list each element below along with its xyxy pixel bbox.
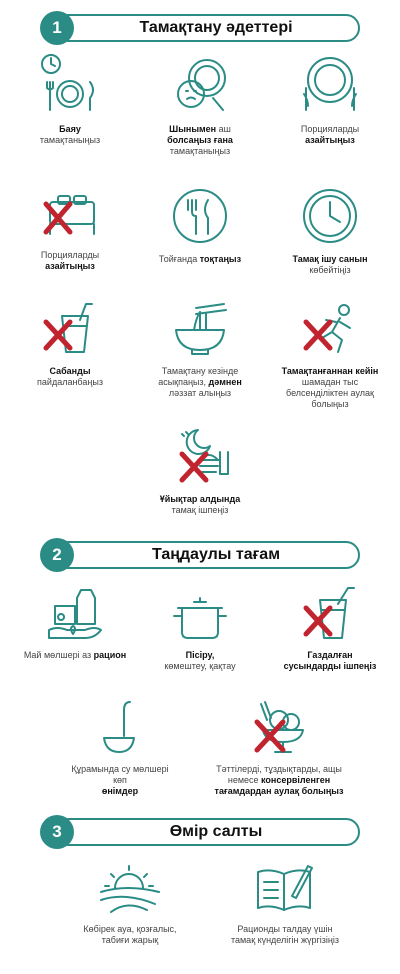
tip-caption: Тамақтанғаннан кейін шамадан тыс белсенділіктен аулақ болыңыз	[281, 366, 379, 409]
tip-caption: Тойғанда тоқтаңыз	[158, 254, 242, 264]
tip-eat-slowly	[20, 54, 120, 146]
tip-no-exercise-after	[280, 300, 380, 410]
tip-water-rich	[65, 698, 175, 797]
tip-caption: Тамақ ішу санын көбейтіңіз	[292, 254, 368, 275]
tip-caption: Көбірек ауа, қозғалыс, табиғи жарық	[83, 924, 177, 945]
sunrise-landscape-icon	[97, 860, 163, 916]
noodle-bowl-icon	[170, 300, 230, 358]
tip-avoid-sweets	[214, 698, 344, 797]
tip-caption: Пісіру, көмештеу, қақтау	[164, 650, 236, 671]
tip-caption: Порцияларды азайтыңыз	[300, 124, 360, 145]
tip-caption: Сабанды пайдаланбаңыз	[37, 366, 103, 387]
clock-fork-knife-icon	[170, 186, 230, 246]
section-2-header	[40, 541, 362, 571]
plate-clock-icon	[40, 54, 100, 116]
tip-cooking	[150, 586, 250, 672]
tip-reduce-portions-2	[20, 186, 120, 272]
section-1-header	[40, 14, 362, 44]
tip-low-fat	[20, 586, 130, 661]
runner-crossed-icon	[300, 300, 360, 358]
tip-no-straw	[20, 300, 120, 388]
tip-no-soda	[280, 586, 380, 672]
section-number: 3	[40, 815, 74, 849]
tip-more-meals	[280, 186, 380, 276]
section-number: 2	[40, 538, 74, 572]
moon-food-crossed-icon	[168, 424, 232, 486]
tip-eat-when-hungry	[150, 54, 250, 157]
tip-reduce-portions	[280, 54, 380, 146]
section-title: Тамақтану әдеттері	[139, 19, 293, 36]
tip-enjoy-taste	[150, 300, 250, 399]
wall-clock-icon	[300, 186, 360, 246]
ice-cream-crossed-icon	[247, 698, 311, 756]
section-title: Таңдаулы тағам	[151, 546, 281, 563]
section-number: 1	[40, 11, 74, 45]
section-3-header	[40, 818, 362, 848]
section-title: Өмір салты	[169, 823, 263, 840]
tip-caption: Май мөлшері аз рацион	[23, 650, 127, 660]
tip-fresh-air	[80, 860, 180, 946]
dairy-hand-icon	[45, 586, 105, 642]
soda-glass-crossed-icon	[300, 586, 360, 642]
pot-icon	[170, 586, 230, 642]
tip-caption: Құрамында су мөлшері көп өнімдер	[71, 764, 169, 796]
ladle-icon	[90, 698, 150, 756]
tip-caption: Ұйықтар алдында тамақ ішпеңіз	[159, 494, 241, 515]
tip-stop-when-full	[150, 186, 250, 265]
plate-hands-icon	[300, 54, 360, 116]
tip-caption: Порцияларды азайтыңыз	[40, 250, 100, 271]
bed-crossed-icon	[40, 186, 100, 242]
glass-straw-crossed-icon	[40, 300, 100, 358]
tip-no-eat-before-sleep	[150, 424, 250, 516]
tip-caption: Рационды талдау үшін тамақ күнделігін жүргізіңіз	[230, 924, 340, 945]
tip-caption: Тәттілерді, тұздықтарды, ащы немесе консервіленген тағамдардан аулақ болыңыз	[214, 764, 344, 796]
tip-caption: Тамақтану кезінде асықпаңыз, дәмнен ләззат алыңыз	[158, 366, 242, 398]
tip-food-diary	[230, 860, 340, 946]
hungry-face-plate-icon	[169, 54, 231, 116]
tip-caption: Баяу тамақтаныңыз	[39, 124, 101, 145]
tip-caption: Газдалған сусындарды ішпеңіз	[283, 650, 377, 671]
tip-caption: Шынымен аш болсаңыз ғана тамақтаныңыз	[167, 124, 233, 156]
open-book-pen-icon	[252, 860, 318, 916]
